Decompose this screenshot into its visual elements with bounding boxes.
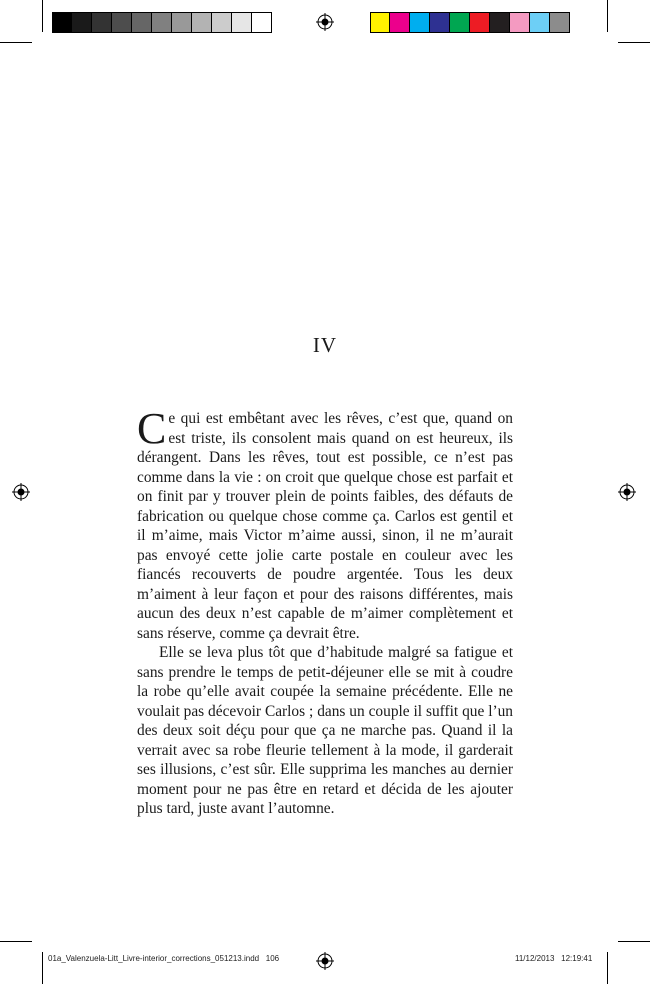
slug-date: 11/12/2013 (515, 954, 555, 963)
slug-file: 01a_Valenzuela-Litt_Livre-interior_corrections_051213.indd (48, 954, 260, 963)
slug-timestamp (515, 954, 592, 963)
gray-swatch (72, 12, 92, 33)
color-swatch (510, 12, 530, 33)
slug-time: 12:19:41 (561, 954, 593, 963)
gray-swatch (252, 12, 272, 33)
registration-mark-icon (618, 483, 636, 501)
body-text (137, 404, 513, 819)
registration-mark-icon (316, 13, 334, 31)
gray-swatch (112, 12, 132, 33)
color-swatch (390, 12, 410, 33)
color-swatch (410, 12, 430, 33)
paragraph-1-text: e qui est embêtant avec les rêves, c’est que, quand on est triste, ils consolent mais quand on est heureux, ils dérangent. Dans les rêves, tout est possible, ce n’est pas comme dans la vie : on croit que quelque chose est parfait et on finit par y trouver plein de points faibles, des défauts de fabrication ou quelque chose comme ça. Carlos est gentil et il m’aime, mais Victor m’aime aussi, sinon, il ne m’aurait pas envoyé cette jolie carte postale en couleur avec les fiancés recouverts de poudre argentée. Tous les deux m’aiment à leur façon et pour des raisons différentes, mais aucun des deux n’est capable de m’aimer complètement et sans réserve, comme ça devrait être. (137, 410, 513, 642)
color-swatch (370, 12, 390, 33)
paragraph-2: Elle se leva plus tôt que d’habitude malgré sa fatigue et sans prendre le temps de petit-déjeuner elle se mit à coudre la robe qu’elle avait coupée la semaine précédente. Elle ne voulait pas décevoir Carlos ; dans un couple il suffit que l’un des deux soit déçu pour que ça ne marche pas. Quand il la verrait avec sa robe fleurie tellement à la mode, il garderait ses illusions, c’est sûr. Elle supprima les manches au dernier moment pour ne pas être en retard et décida de les ajouter plus tard, juste avant l’automne. (137, 644, 513, 817)
color-swatch (490, 12, 510, 33)
gray-swatch (52, 12, 72, 33)
color-swatch (530, 12, 550, 33)
color-swatch (470, 12, 490, 33)
gray-swatch (192, 12, 212, 33)
drop-cap: C (137, 404, 167, 453)
gray-swatch (172, 12, 192, 33)
gray-swatch (92, 12, 112, 33)
slug-filename (48, 954, 279, 963)
color-swatch (550, 12, 570, 33)
registration-mark-icon (316, 952, 334, 970)
color-swatch (450, 12, 470, 33)
gray-swatch (152, 12, 172, 33)
paragraph-1 (137, 404, 513, 643)
process-color-bar (370, 12, 570, 33)
color-swatch (430, 12, 450, 33)
gray-swatch (132, 12, 152, 33)
gray-swatch (232, 12, 252, 33)
chapter-number: IV (312, 333, 338, 357)
gray-swatch (212, 12, 232, 33)
registration-mark-icon (12, 483, 30, 501)
grayscale-color-bar (52, 12, 272, 33)
slug-page-number: 106 (265, 954, 280, 963)
